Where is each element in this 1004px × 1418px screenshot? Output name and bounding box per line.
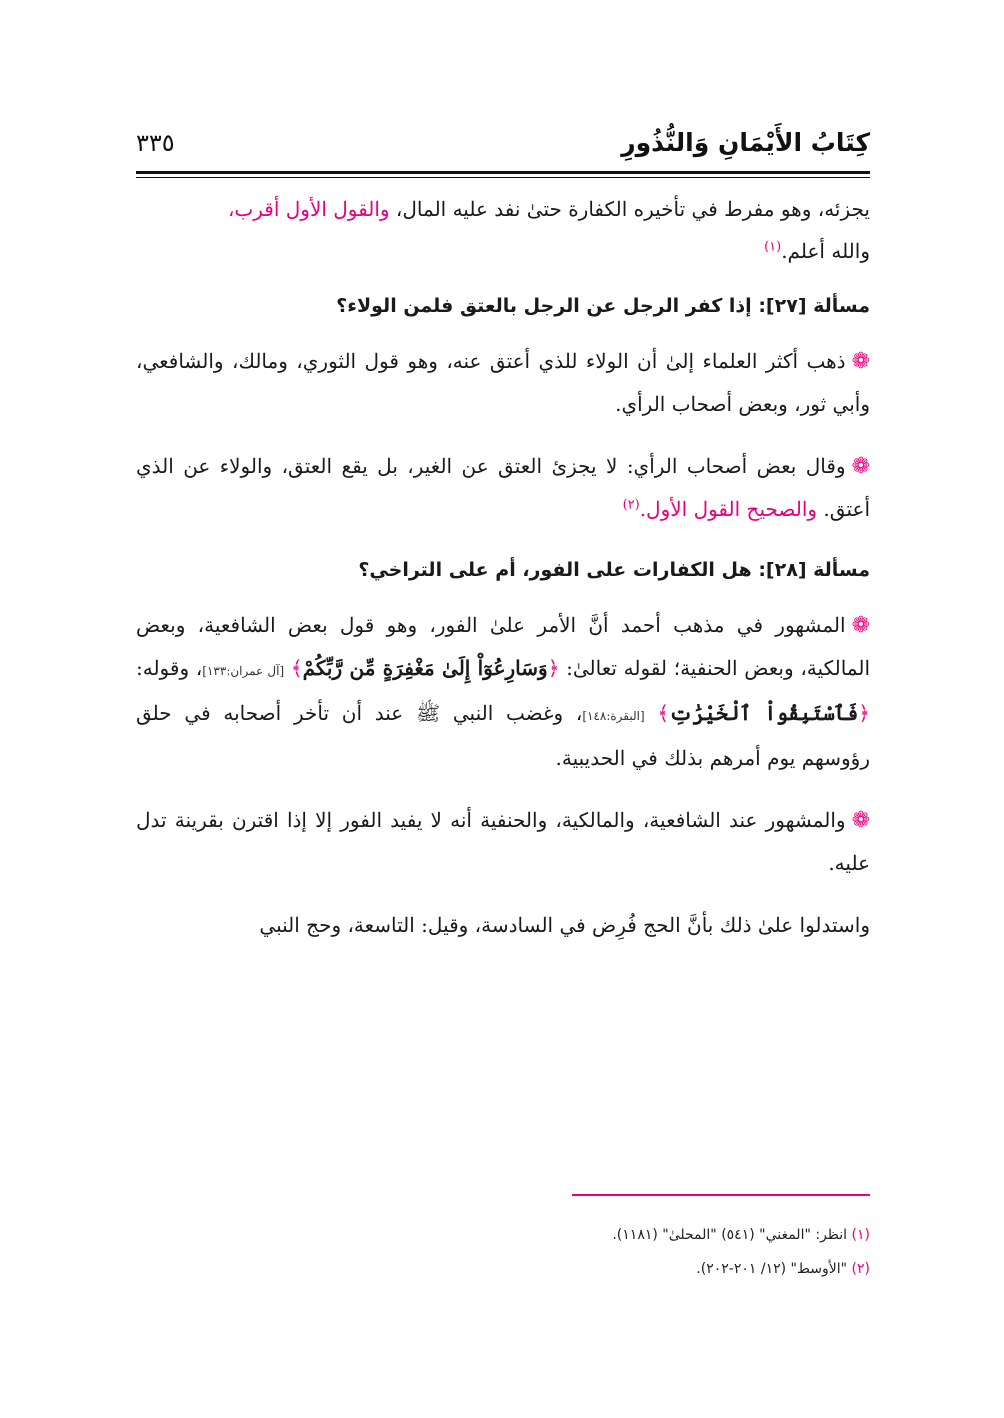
- book-title: كِتَابُ الأَيْمَانِ وَالنُّذُورِ: [621, 128, 870, 157]
- paragraph-6-text: والمشهور عند الشافعية، والمالكية، والحنفية أنه لا يفيد الفور إلا إذا اقترن بقرينة تدل عليه.: [136, 808, 870, 875]
- flower-bullet-icon: ❁: [851, 808, 870, 833]
- flower-bullet-icon: ❁: [851, 613, 870, 638]
- verse-reference-2: [البقرة:١٤٨]: [582, 709, 645, 723]
- paragraph-4-text: وقال بعض أصحاب الرأي: لا يجزئ العتق عن الغير، بل يقع العتق، والولاء عن الذي أعتق.: [136, 454, 870, 521]
- footnote-separator: [572, 1194, 870, 1196]
- issue-28-question: هل الكفارات على الفور، أم على التراخي؟: [358, 559, 759, 581]
- issue-27-question: إذا كفر الرجل عن الرجل بالعتق فلمن الولاء؟: [336, 295, 759, 317]
- footnote-1-text: انظر: "المغني" (٥٤١) "المحلىٰ" (١١٨١).: [612, 1227, 852, 1243]
- paragraph-1: [136, 188, 870, 272]
- paragraph-7: [136, 904, 870, 946]
- paragraph-5-text-a: المشهور في مذهب أحمد أنَّ الأمر علىٰ الفور، وهو قول بعض الشافعية، وبعض المالكية، وبعض الحنفية؛ لقوله تعالىٰ:: [136, 613, 871, 680]
- paragraph-1-highlight: والقول الأول أقرب،: [227, 197, 390, 221]
- issue-28-label: مسألة [٢٨]:: [758, 559, 870, 581]
- quran-verse-2: فَٱسْتَبِقُواْ ٱلْخَيْرَٰتِ: [669, 701, 859, 725]
- flower-bullet-icon: ❁: [851, 349, 870, 374]
- footnote-2: [136, 1252, 870, 1286]
- footnote-1-number: (١): [851, 1227, 870, 1243]
- quran-bracket-close: ﴾: [657, 701, 670, 725]
- footnote-ref-1[interactable]: (١): [764, 239, 782, 255]
- header-rule-thin: [136, 177, 870, 178]
- main-text: [136, 188, 870, 966]
- paragraph-5-text-b: ، وقوله:: [136, 656, 203, 680]
- issue-28-heading: [136, 550, 870, 590]
- footnote-2-text: "الأوسط" (١٢/ ٢٠١-٢٠٢).: [696, 1261, 852, 1277]
- paragraph-4-highlight: والصحيح القول الأول.: [639, 497, 818, 521]
- paragraph-1-text: يجزئه، وهو مفرط في تأخيره الكفارة حتىٰ نفد عليه المال،: [389, 197, 870, 221]
- paragraph-2-text: والله أعلم.: [781, 239, 870, 263]
- page-header: [136, 118, 870, 168]
- footnote-1: [136, 1218, 870, 1252]
- paragraph-5-text-c: ، وغضب النبي ﷺ عند أن تأخر أصحابه في حلق رؤوسهم يوم أمرهم بذلك في الحديبية.: [136, 701, 870, 770]
- flower-bullet-icon: ❁: [851, 454, 870, 479]
- issue-27-heading: [136, 286, 870, 326]
- paragraph-6: [136, 799, 870, 884]
- issue-27-label: مسألة [٢٧]:: [758, 295, 870, 317]
- paragraph-4: [136, 445, 870, 530]
- footnote-ref-2[interactable]: (٢): [622, 497, 640, 513]
- paragraph-5: [136, 604, 870, 779]
- page-number: ٣٣٥: [136, 129, 175, 157]
- footnotes: [136, 1218, 870, 1286]
- paragraph-3: [136, 340, 870, 425]
- paragraph-3-text: ذهب أكثر العلماء إلىٰ أن الولاء للذي أعتق عنه، وهو قول الثوري، ومالك، والشافعي، وأبي ثور، وبعض أصحاب الرأي.: [136, 349, 870, 416]
- header-rule-thick: [136, 171, 870, 174]
- paragraph-7-text: واستدلوا علىٰ ذلك بأنَّ الحج فُرِض في السادسة، وقيل: التاسعة، وحج النبي: [259, 913, 870, 937]
- verse-reference-1: [آل عمران:١٣٣]: [202, 664, 285, 678]
- quran-verse-1: وَسَارِعُوٓاْ إِلَىٰ مَغْفِرَةٍ مِّن رَّبِّكُمْ: [302, 656, 548, 680]
- footnote-2-number: (٢): [851, 1261, 870, 1277]
- quran-bracket-close: ﴾: [290, 656, 303, 680]
- quran-bracket-open: ﴿: [858, 701, 870, 725]
- quran-bracket-open: ﴿: [547, 656, 560, 680]
